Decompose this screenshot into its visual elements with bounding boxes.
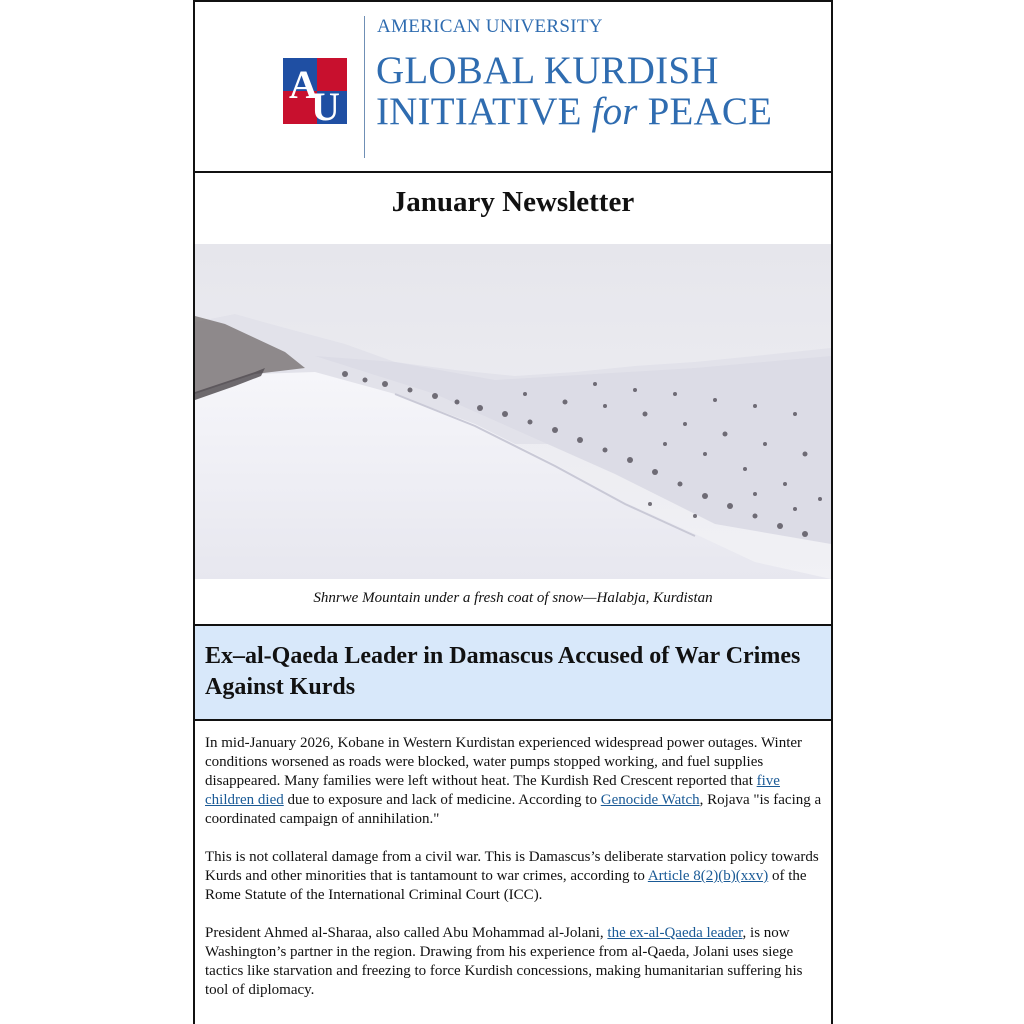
paragraph-text: , is now Washington’s partner in the region. Drawing from his experience from al-Qaeda, Jolani uses siege tactics like starvation and freezing to force Kurdish concessions, making humanitarian suffering his tool of diplomacy. [205,925,803,998]
genocide-watch-link[interactable]: Genocide Watch [600,792,700,808]
paragraph-text: President Ahmed al-Sharaa, also called Abu Mohammad al-Jolani, [205,925,608,941]
paragraph-text: This is not collateral damage from a civil war. This is Damascus’s deliberate starvation policy towards Kurds and other minorities that is tantamount to war crimes, according to [205,849,819,884]
paragraph-text: due to exposure and lack of medicine. According to [283,792,601,808]
article-body [205,734,823,1019]
paragraph-text: In mid-January 2026, Kobane in Western Kurdistan experienced widespread power outages. Winter conditions worsened as roads were blocked, water pumps stopped working, and fuel supplies disappeared. Many families were left without heat. The Kurdish Red Crescent reported that [205,735,803,789]
org-name-line2-for: for [591,90,638,133]
org-name-line2-end: PEACE [637,90,773,133]
divider [195,171,831,173]
ex-al-qaeda-leader-link[interactable]: the ex-al-Qaeda leader [607,925,743,941]
article-headline: Ex–al-Qaeda Leader in Damascus Accused of War Crimes Against Kurds [205,643,801,700]
logo-letter-u: U [311,84,340,124]
paragraph-text: , Rojava "is facing a coordinated campaign of annihilation." [205,792,822,827]
photo-caption: Shnrwe Mountain under a fresh coat of snow—Halabja, Kurdistan [313,590,713,606]
header-photo [195,244,831,579]
article-paragraph [205,924,823,1000]
org-name-line1: GLOBAL KURDISH [376,49,719,92]
paragraph-text: of the Rome Statute of the International Criminal Court (ICC). [205,868,807,903]
org-name-line2 [376,92,772,132]
org-name-line2-main: INITIATIVE [376,90,592,133]
article-headline-box [195,624,831,721]
article-paragraph [205,734,823,829]
logo-letter-a: A [289,62,318,107]
newsletter-title: January Newsletter [391,186,635,218]
snowy-mountain-image [195,244,831,579]
logo-divider [364,16,365,158]
newsletter-frame [193,0,833,1024]
logo-header [195,2,831,171]
five-children-died-link[interactable]: five children died [205,773,780,808]
rome-statute-article-link[interactable]: Article 8(2)(b)(xxv) [647,868,769,884]
article-paragraph [205,848,823,905]
au-logo-icon [283,58,347,124]
org-parent-name: AMERICAN UNIVERSITY [377,16,603,37]
